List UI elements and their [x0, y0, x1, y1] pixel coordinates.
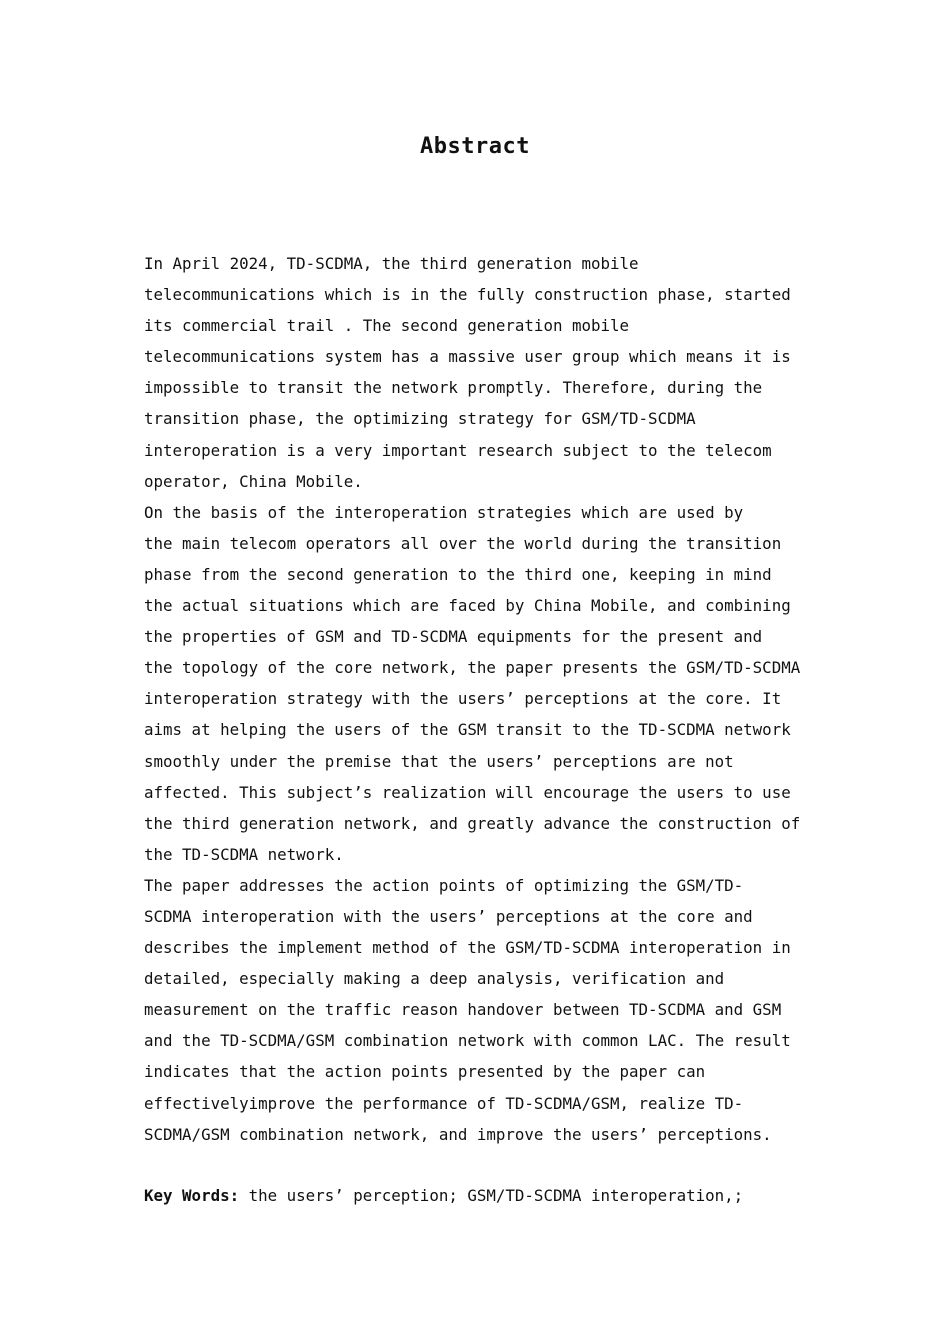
abstract-body	[144, 248, 812, 1150]
keywords-label: Key Words:	[144, 1186, 240, 1205]
keywords-text: the users’ perception; GSM/TD-SCDMA interoperation,;	[239, 1186, 744, 1205]
abstract-paragraph-3: The paper addresses the action points of optimizing the GSM/TD- SCDMA interoperation with the users’ perceptions at the core and describes the implement method of the GSM/TD-SCDMA interoperation in detailed, especially making a deep analysis, verification and measurement on the traffic reason handover between TD-SCDMA and GSM and the TD-SCDMA/GSM combination network with common LAC. The result indicates that the action points presented by the paper can effectivelyimprove the performance of TD-SCDMA/GSM, realize TD- SCDMA/GSM combination network, and improve the users’ perceptions.	[144, 875, 791, 1144]
page-title: Abstract	[420, 134, 530, 159]
abstract-paragraph-2: On the basis of the interoperation strategies which are used by the main telecom operators all over the world during the transition phase from the second generation to the third one, keeping in mind the actual situations which are faced by China Mobile, and combining the properties of GSM and TD-SCDMA equipments for the present and the topology of the core network, the paper presents the GSM/TD-SCDMA interoperation strategy with the users’ perceptions at the core. It aims at helping the users of the GSM transit to the TD-SCDMA network smoothly under the premise that the users’ perceptions are not affected. This subject’s realization will encourage the users to use the third generation network, and greatly advance the construction of the TD-SCDMA network.	[144, 502, 801, 864]
keywords-line	[144, 1180, 844, 1211]
abstract-paragraph-1: In April 2024, TD-SCDMA, the third generation mobile telecommunications which is in the fully construction phase, started its commercial trail . The second generation mobile telecommunications system has a massive user group which means it is impossible to transit the network promptly. Therefore, during the transition phase, the optimizing strategy for GSM/TD-SCDMA interoperation is a very important research subject to the telecom operator, China Mobile.	[144, 254, 791, 491]
